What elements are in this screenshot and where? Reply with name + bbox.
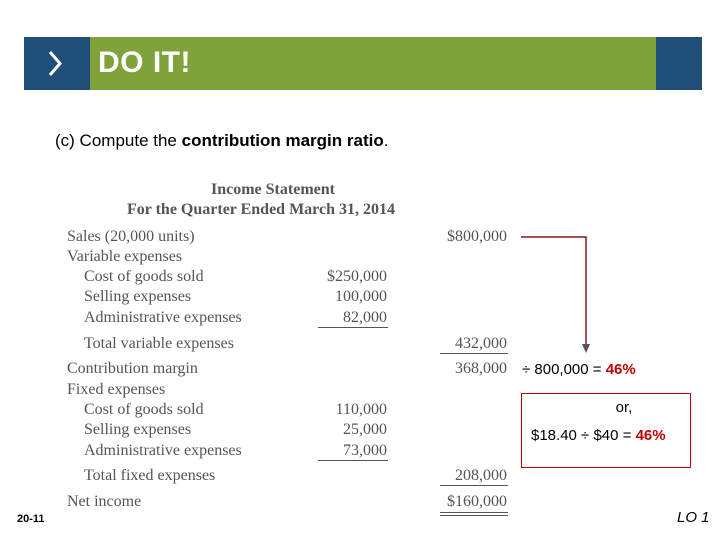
alternative-calc-box <box>521 393 691 468</box>
question-text <box>55 131 388 151</box>
row-label-total-variable: Total variable expenses <box>84 335 234 352</box>
row-label-var-admin: Administrative expenses <box>84 309 242 326</box>
row-value-sales: $800,000 <box>447 228 507 245</box>
header-title-bar <box>90 37 656 90</box>
statement-title: Income Statement <box>211 181 335 198</box>
double-underline-top <box>440 512 508 513</box>
header-title: DO IT! <box>98 46 191 79</box>
chevron-right-icon <box>24 37 90 90</box>
row-label-var-selling: Selling expenses <box>84 288 192 305</box>
header-chevron-box <box>24 37 90 90</box>
or-label: or, <box>615 399 633 416</box>
row-value-fixed-admin: 73,000 <box>343 442 387 459</box>
row-value-fixed-selling: 25,000 <box>343 421 387 438</box>
row-value-total-fixed: 208,000 <box>455 467 507 484</box>
header-end-block <box>656 37 702 90</box>
underline-var-subtotal <box>318 327 388 328</box>
underline-total-variable <box>440 353 508 354</box>
row-label-sales: Sales (20,000 units) <box>67 228 195 245</box>
row-value-contribution-margin: 368,000 <box>455 360 507 377</box>
row-value-var-cogs: $250,000 <box>327 268 387 285</box>
alt-text: $18.40 ÷ $40 = <box>531 427 636 444</box>
alternative-calculation <box>531 427 666 444</box>
row-label-fixed-expenses: Fixed expenses <box>67 381 166 398</box>
row-value-net-income: $160,000 <box>447 493 507 510</box>
learning-objective: LO 1 <box>677 509 710 526</box>
ratio-text: ÷ 800,000 = <box>522 361 606 378</box>
question-suffix: . <box>383 131 389 150</box>
alt-result: 46% <box>635 427 666 444</box>
statement-period: For the Quarter Ended March 31, 2014 <box>127 201 395 218</box>
row-label-variable-expenses: Variable expenses <box>67 248 183 265</box>
row-label-total-fixed: Total fixed expenses <box>84 467 216 484</box>
row-value-var-selling: 100,000 <box>335 288 387 305</box>
question-bold-term: contribution margin ratio <box>181 131 384 150</box>
question-prefix: (c) Compute the <box>55 131 182 150</box>
row-value-total-variable: 432,000 <box>455 335 507 352</box>
row-label-fixed-admin: Administrative expenses <box>84 442 242 459</box>
row-label-fixed-cogs: Cost of goods sold <box>84 401 204 418</box>
row-label-contribution-margin: Contribution margin <box>67 360 198 377</box>
ratio-result: 46% <box>605 361 636 378</box>
slide-number: 20-11 <box>17 513 45 525</box>
underline-total-fixed <box>440 485 508 486</box>
double-underline-bottom <box>440 515 508 516</box>
ratio-calculation <box>522 361 636 378</box>
row-label-fixed-selling: Selling expenses <box>84 421 192 438</box>
row-label-var-cogs: Cost of goods sold <box>84 268 204 285</box>
underline-fixed-subtotal <box>318 460 388 461</box>
row-value-fixed-cogs: 110,000 <box>335 401 387 418</box>
row-value-var-admin: 82,000 <box>343 309 387 326</box>
row-label-net-income: Net income <box>67 493 142 510</box>
